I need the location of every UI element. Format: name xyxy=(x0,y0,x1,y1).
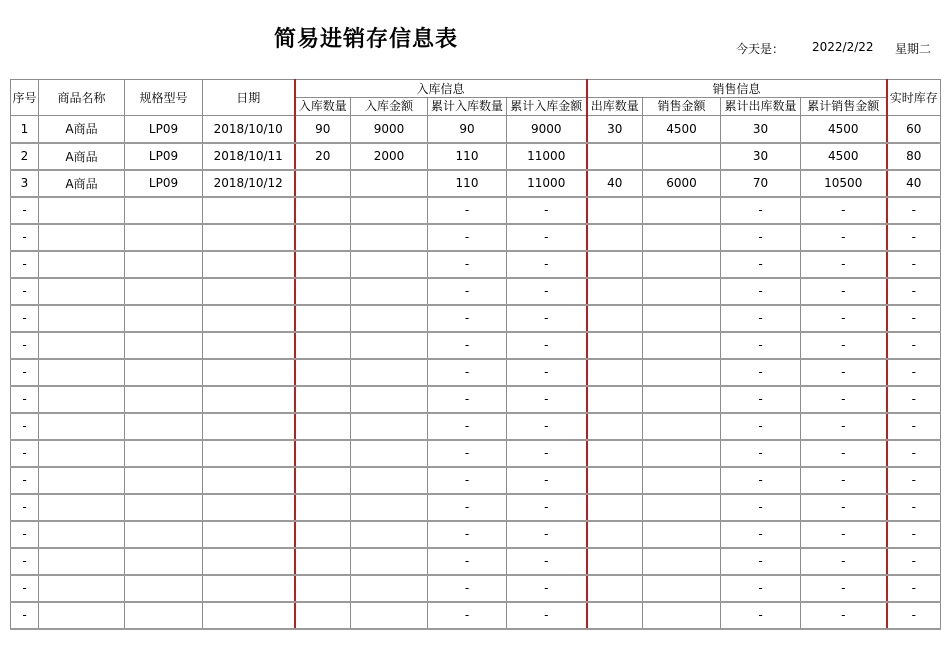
table-cell[interactable] xyxy=(587,575,643,602)
table-cell[interactable] xyxy=(643,305,721,332)
table-cell[interactable] xyxy=(203,413,295,440)
table-cell[interactable]: 4500 xyxy=(643,116,721,143)
table-cell[interactable]: 40 xyxy=(887,170,941,197)
table-cell[interactable]: - xyxy=(887,359,941,386)
table-cell[interactable]: 30 xyxy=(721,116,801,143)
table-cell[interactable] xyxy=(587,413,643,440)
table-cell[interactable] xyxy=(643,278,721,305)
table-cell[interactable]: 30 xyxy=(721,143,801,170)
table-cell[interactable] xyxy=(295,305,351,332)
today-weekday[interactable]: 星期二 xyxy=(895,42,932,56)
table-cell[interactable]: - xyxy=(507,224,587,251)
table-cell[interactable]: - xyxy=(428,413,507,440)
table-cell[interactable] xyxy=(39,305,125,332)
table-cell[interactable] xyxy=(125,224,203,251)
table-cell[interactable]: - xyxy=(11,251,39,278)
table-cell[interactable]: 110 xyxy=(428,170,507,197)
table-cell[interactable]: - xyxy=(887,251,941,278)
table-cell[interactable] xyxy=(295,251,351,278)
table-cell[interactable] xyxy=(587,278,643,305)
header-stock[interactable]: 实时库存 xyxy=(887,80,941,116)
table-cell[interactable] xyxy=(295,359,351,386)
table-cell[interactable] xyxy=(351,386,428,413)
table-cell[interactable]: - xyxy=(721,440,801,467)
table-cell[interactable] xyxy=(351,359,428,386)
table-cell[interactable]: A商品 xyxy=(39,170,125,197)
table-cell[interactable] xyxy=(643,332,721,359)
table-cell[interactable]: - xyxy=(801,386,887,413)
table-cell[interactable] xyxy=(587,602,643,629)
table-cell[interactable]: - xyxy=(507,413,587,440)
table-cell[interactable]: - xyxy=(428,332,507,359)
table-cell[interactable]: - xyxy=(801,575,887,602)
table-cell[interactable]: - xyxy=(507,332,587,359)
header-date[interactable]: 日期 xyxy=(203,80,295,116)
table-cell[interactable] xyxy=(203,305,295,332)
header-in-amount[interactable]: 入库金额 xyxy=(351,98,428,116)
table-cell[interactable] xyxy=(125,575,203,602)
table-cell[interactable]: 10500 xyxy=(801,170,887,197)
table-cell[interactable] xyxy=(39,467,125,494)
table-cell[interactable]: - xyxy=(887,602,941,629)
table-cell[interactable]: 90 xyxy=(295,116,351,143)
table-cell[interactable] xyxy=(203,251,295,278)
table-cell[interactable]: 2018/10/11 xyxy=(203,143,295,170)
table-row xyxy=(11,521,941,548)
table-cell[interactable]: - xyxy=(801,413,887,440)
table-cell[interactable] xyxy=(203,467,295,494)
table-cell[interactable] xyxy=(643,413,721,440)
table-cell[interactable] xyxy=(203,386,295,413)
table-cell[interactable] xyxy=(125,332,203,359)
table-cell[interactable] xyxy=(295,386,351,413)
table-cell[interactable] xyxy=(295,440,351,467)
table-row xyxy=(11,170,941,197)
table-cell[interactable] xyxy=(125,413,203,440)
table-cell[interactable]: - xyxy=(887,278,941,305)
table-cell[interactable]: - xyxy=(11,575,39,602)
header-cum-in-qty[interactable]: 累计入库数量 xyxy=(428,98,507,116)
table-cell[interactable]: 4500 xyxy=(801,116,887,143)
table-cell[interactable] xyxy=(643,521,721,548)
table-cell[interactable] xyxy=(351,251,428,278)
table-cell[interactable]: - xyxy=(801,332,887,359)
table-cell[interactable]: - xyxy=(801,440,887,467)
table-cell[interactable] xyxy=(351,305,428,332)
header-cum-sales-amount[interactable]: 累计销售金额 xyxy=(801,98,887,116)
table-cell[interactable]: - xyxy=(507,251,587,278)
table-cell[interactable]: - xyxy=(428,278,507,305)
table-cell[interactable]: 2018/10/12 xyxy=(203,170,295,197)
table-cell[interactable] xyxy=(39,575,125,602)
table-cell[interactable]: - xyxy=(507,386,587,413)
sheet-title: 简易进销存信息表 xyxy=(274,27,459,52)
table-row xyxy=(11,359,941,386)
table-row xyxy=(11,413,941,440)
table-row xyxy=(11,143,941,170)
table-cell[interactable] xyxy=(351,521,428,548)
table-cell[interactable]: A商品 xyxy=(39,143,125,170)
table-cell[interactable]: 11000 xyxy=(507,170,587,197)
table-cell[interactable]: - xyxy=(887,521,941,548)
today-date[interactable]: 2022/2/22 xyxy=(812,40,874,54)
table-cell[interactable] xyxy=(587,251,643,278)
table-cell[interactable]: - xyxy=(11,494,39,521)
table-cell[interactable] xyxy=(125,548,203,575)
table-row xyxy=(11,197,941,224)
table-cell[interactable]: - xyxy=(721,548,801,575)
table-cell[interactable]: - xyxy=(428,575,507,602)
table-cell[interactable] xyxy=(295,224,351,251)
table-cell[interactable] xyxy=(203,278,295,305)
table-cell[interactable]: - xyxy=(721,413,801,440)
table-cell[interactable] xyxy=(39,413,125,440)
table-cell[interactable] xyxy=(587,224,643,251)
header-in-qty[interactable]: 入库数量 xyxy=(295,98,351,116)
table-cell[interactable] xyxy=(125,602,203,629)
table-cell[interactable] xyxy=(125,278,203,305)
today-label: 今天是： xyxy=(736,42,785,56)
table-cell[interactable] xyxy=(295,413,351,440)
table-cell[interactable] xyxy=(203,521,295,548)
table-row xyxy=(11,116,941,143)
table-cell[interactable] xyxy=(351,467,428,494)
table-cell[interactable] xyxy=(351,197,428,224)
table-cell[interactable]: - xyxy=(11,197,39,224)
table-cell[interactable]: - xyxy=(428,251,507,278)
table-cell[interactable]: - xyxy=(428,440,507,467)
table-cell[interactable]: 90 xyxy=(428,116,507,143)
table-row xyxy=(11,278,941,305)
table-cell[interactable] xyxy=(39,602,125,629)
table-cell[interactable] xyxy=(295,575,351,602)
table-cell[interactable] xyxy=(587,440,643,467)
table-cell[interactable]: - xyxy=(721,332,801,359)
table-row xyxy=(11,305,941,332)
table-cell[interactable] xyxy=(587,359,643,386)
table-body xyxy=(11,116,941,629)
table-row xyxy=(11,602,941,629)
table-cell[interactable]: - xyxy=(801,197,887,224)
table-cell[interactable]: - xyxy=(428,494,507,521)
table-cell[interactable]: - xyxy=(428,467,507,494)
table-cell[interactable]: - xyxy=(11,467,39,494)
table-cell[interactable] xyxy=(587,467,643,494)
table-cell[interactable]: 20 xyxy=(295,143,351,170)
table-cell[interactable] xyxy=(643,602,721,629)
table-cell[interactable] xyxy=(643,548,721,575)
table-cell[interactable] xyxy=(39,224,125,251)
today-info xyxy=(0,40,950,60)
table-cell[interactable] xyxy=(203,359,295,386)
table-cell[interactable]: - xyxy=(887,332,941,359)
table-cell[interactable] xyxy=(295,548,351,575)
table-cell[interactable] xyxy=(203,332,295,359)
table-cell[interactable] xyxy=(125,305,203,332)
table-cell[interactable]: - xyxy=(721,521,801,548)
table-cell[interactable]: - xyxy=(801,602,887,629)
table-cell[interactable]: 4500 xyxy=(801,143,887,170)
table-cell[interactable]: - xyxy=(428,197,507,224)
table-cell[interactable]: - xyxy=(507,494,587,521)
table-cell[interactable] xyxy=(39,548,125,575)
header-model[interactable]: 规格型号 xyxy=(125,80,203,116)
table-cell[interactable]: - xyxy=(801,251,887,278)
table-cell[interactable]: - xyxy=(721,359,801,386)
table-cell[interactable]: - xyxy=(11,602,39,629)
table-cell[interactable]: 9000 xyxy=(351,116,428,143)
table-cell[interactable] xyxy=(295,197,351,224)
table-cell[interactable]: - xyxy=(801,359,887,386)
table-cell[interactable]: - xyxy=(428,548,507,575)
table-cell[interactable] xyxy=(203,440,295,467)
table-cell[interactable] xyxy=(39,197,125,224)
table-cell[interactable] xyxy=(125,251,203,278)
table-cell[interactable]: LP09 xyxy=(125,116,203,143)
table-cell[interactable]: - xyxy=(887,467,941,494)
table-cell[interactable] xyxy=(39,332,125,359)
table-cell[interactable]: - xyxy=(721,224,801,251)
table-row xyxy=(11,494,941,521)
table-row xyxy=(11,251,941,278)
table-cell[interactable] xyxy=(203,494,295,521)
table-cell[interactable] xyxy=(351,575,428,602)
table-cell[interactable] xyxy=(203,602,295,629)
table-cell[interactable]: 6000 xyxy=(643,170,721,197)
table-cell[interactable]: - xyxy=(721,602,801,629)
table-cell[interactable]: - xyxy=(507,602,587,629)
header-seq[interactable]: 序号 xyxy=(11,80,39,116)
table-cell[interactable] xyxy=(351,278,428,305)
table-cell[interactable]: - xyxy=(887,494,941,521)
table-cell[interactable]: 60 xyxy=(887,116,941,143)
table-cell[interactable]: 70 xyxy=(721,170,801,197)
table-row xyxy=(11,224,941,251)
table-cell[interactable] xyxy=(295,278,351,305)
table-cell[interactable] xyxy=(587,521,643,548)
inventory-table xyxy=(10,79,941,630)
table-row xyxy=(11,440,941,467)
table-cell[interactable]: - xyxy=(721,575,801,602)
table-cell[interactable] xyxy=(587,332,643,359)
table-row xyxy=(11,548,941,575)
table-cell[interactable]: 1 xyxy=(11,116,39,143)
table-cell[interactable]: - xyxy=(721,494,801,521)
table-cell[interactable] xyxy=(587,386,643,413)
header-cum-out-qty[interactable]: 累计出库数量 xyxy=(721,98,801,116)
table-cell[interactable] xyxy=(295,467,351,494)
table-cell[interactable]: - xyxy=(11,521,39,548)
table-cell[interactable] xyxy=(39,359,125,386)
table-cell[interactable]: - xyxy=(507,548,587,575)
table-cell[interactable]: - xyxy=(428,386,507,413)
table-cell[interactable]: - xyxy=(721,197,801,224)
table-cell[interactable] xyxy=(351,440,428,467)
table-cell[interactable] xyxy=(351,548,428,575)
table-cell[interactable]: - xyxy=(721,467,801,494)
table-cell[interactable]: - xyxy=(801,548,887,575)
table-cell[interactable]: - xyxy=(507,467,587,494)
table-cell[interactable]: - xyxy=(721,278,801,305)
table-cell[interactable] xyxy=(39,251,125,278)
table-cell[interactable] xyxy=(351,170,428,197)
table-cell[interactable] xyxy=(587,494,643,521)
table-cell[interactable] xyxy=(643,386,721,413)
table-cell[interactable] xyxy=(125,521,203,548)
table-cell[interactable]: 2 xyxy=(11,143,39,170)
table-cell[interactable] xyxy=(203,224,295,251)
table-cell[interactable] xyxy=(587,305,643,332)
table-cell[interactable] xyxy=(295,332,351,359)
table-cell[interactable] xyxy=(643,467,721,494)
table-cell[interactable] xyxy=(351,224,428,251)
table-cell[interactable]: - xyxy=(11,332,39,359)
table-cell[interactable] xyxy=(125,440,203,467)
table-cell[interactable]: - xyxy=(801,521,887,548)
table-cell[interactable]: - xyxy=(428,521,507,548)
table-cell[interactable]: - xyxy=(887,305,941,332)
table-cell[interactable] xyxy=(643,440,721,467)
table-cell[interactable]: A商品 xyxy=(39,116,125,143)
table-cell[interactable]: - xyxy=(507,521,587,548)
table-cell[interactable] xyxy=(643,197,721,224)
table-cell[interactable] xyxy=(643,575,721,602)
table-cell[interactable]: 30 xyxy=(587,116,643,143)
table-cell[interactable]: 11000 xyxy=(507,143,587,170)
table-cell[interactable] xyxy=(351,494,428,521)
table-cell[interactable]: - xyxy=(507,278,587,305)
table-cell[interactable]: - xyxy=(11,440,39,467)
table-cell[interactable] xyxy=(351,602,428,629)
table-cell[interactable] xyxy=(587,548,643,575)
table-cell[interactable]: - xyxy=(507,440,587,467)
table-cell[interactable]: - xyxy=(887,197,941,224)
table-cell[interactable] xyxy=(203,575,295,602)
table-cell[interactable]: - xyxy=(507,575,587,602)
table-cell[interactable] xyxy=(295,602,351,629)
table-cell[interactable]: - xyxy=(11,278,39,305)
table-cell[interactable] xyxy=(587,197,643,224)
table-cell[interactable]: - xyxy=(11,386,39,413)
table-cell[interactable] xyxy=(125,467,203,494)
table-cell[interactable] xyxy=(351,413,428,440)
table-cell[interactable]: - xyxy=(887,575,941,602)
table-cell[interactable]: - xyxy=(887,224,941,251)
table-cell[interactable] xyxy=(203,548,295,575)
table-row xyxy=(11,386,941,413)
table-cell[interactable]: - xyxy=(507,359,587,386)
table-cell[interactable] xyxy=(587,143,643,170)
table-cell[interactable]: 40 xyxy=(587,170,643,197)
table-cell[interactable]: LP09 xyxy=(125,143,203,170)
table-row xyxy=(11,332,941,359)
table-cell[interactable]: 3 xyxy=(11,170,39,197)
table-cell[interactable] xyxy=(295,170,351,197)
table-cell[interactable] xyxy=(39,494,125,521)
header-sales-group[interactable]: 销售信息 xyxy=(587,80,887,98)
table-cell[interactable] xyxy=(203,197,295,224)
table-cell[interactable]: - xyxy=(507,197,587,224)
table-cell[interactable]: - xyxy=(887,413,941,440)
table-cell[interactable]: - xyxy=(428,359,507,386)
table-cell[interactable]: - xyxy=(887,440,941,467)
table-cell[interactable]: 9000 xyxy=(507,116,587,143)
table-cell[interactable] xyxy=(125,386,203,413)
header-inbound-group[interactable]: 入库信息 xyxy=(295,80,587,98)
table-cell[interactable] xyxy=(39,440,125,467)
table-cell[interactable]: - xyxy=(11,305,39,332)
table-row xyxy=(11,575,941,602)
table-cell[interactable]: LP09 xyxy=(125,170,203,197)
header-name[interactable]: 商品名称 xyxy=(39,80,125,116)
table-cell[interactable] xyxy=(643,494,721,521)
table-cell[interactable] xyxy=(39,278,125,305)
table-cell[interactable]: - xyxy=(507,305,587,332)
table-cell[interactable] xyxy=(39,521,125,548)
table-cell[interactable]: - xyxy=(11,548,39,575)
table-cell[interactable] xyxy=(125,494,203,521)
table-cell[interactable]: 2018/10/10 xyxy=(203,116,295,143)
table-cell[interactable] xyxy=(643,251,721,278)
table-cell[interactable]: - xyxy=(721,305,801,332)
table-cell[interactable]: - xyxy=(11,359,39,386)
table-cell[interactable] xyxy=(39,386,125,413)
header-cum-in-amount[interactable]: 累计入库金额 xyxy=(507,98,587,116)
table-cell[interactable]: - xyxy=(801,494,887,521)
table-cell[interactable]: - xyxy=(721,386,801,413)
table-cell[interactable]: - xyxy=(721,251,801,278)
table-cell[interactable]: - xyxy=(11,224,39,251)
table-cell[interactable] xyxy=(351,332,428,359)
table-cell[interactable]: - xyxy=(428,305,507,332)
table-cell[interactable]: 110 xyxy=(428,143,507,170)
table-cell[interactable]: - xyxy=(11,413,39,440)
header-sales-amount[interactable]: 销售金额 xyxy=(643,98,721,116)
table-cell[interactable]: - xyxy=(801,224,887,251)
table-cell[interactable]: - xyxy=(428,602,507,629)
table-cell[interactable] xyxy=(295,494,351,521)
table-cell[interactable]: 2000 xyxy=(351,143,428,170)
table-cell[interactable]: - xyxy=(887,386,941,413)
table-cell[interactable]: - xyxy=(801,467,887,494)
table-cell[interactable] xyxy=(643,224,721,251)
table-cell[interactable]: - xyxy=(887,548,941,575)
table-cell[interactable] xyxy=(643,143,721,170)
table-cell[interactable]: - xyxy=(801,278,887,305)
table-cell[interactable] xyxy=(125,197,203,224)
table-cell[interactable]: - xyxy=(428,224,507,251)
table-cell[interactable]: - xyxy=(801,305,887,332)
table-cell[interactable] xyxy=(643,359,721,386)
table-row xyxy=(11,467,941,494)
table-cell[interactable] xyxy=(295,521,351,548)
header-out-qty[interactable]: 出库数量 xyxy=(587,98,643,116)
table-cell[interactable]: 80 xyxy=(887,143,941,170)
table-cell[interactable] xyxy=(125,359,203,386)
